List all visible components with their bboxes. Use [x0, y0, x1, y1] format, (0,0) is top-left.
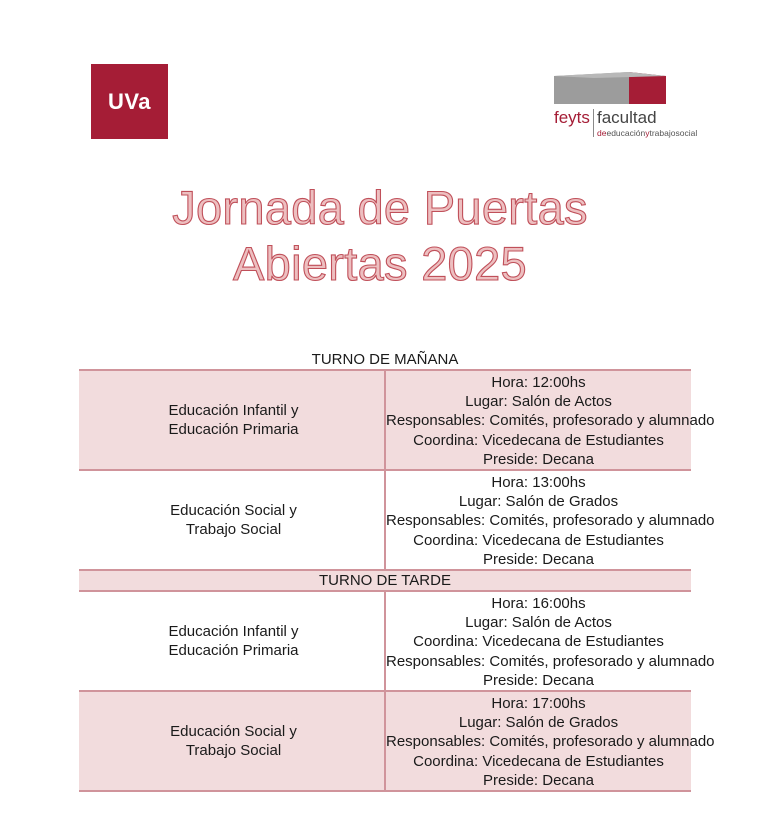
- session-time: Hora: 12:00hs: [491, 374, 586, 391]
- session-details: [385, 591, 715, 691]
- program-line-1: Educación Infantil y: [168, 402, 299, 419]
- session-place: Lugar: Salón de Actos: [465, 393, 612, 411]
- faculty-building-icon: [554, 72, 666, 106]
- session-place: Lugar: Salón de Actos: [465, 614, 612, 632]
- program-line-1: Educación Infantil y: [168, 623, 299, 641]
- faculty-logo-divider: [593, 109, 594, 137]
- program-line-2: Educación Primaria: [168, 421, 299, 438]
- session-details: [385, 370, 715, 470]
- program-line-2: Educación Primaria: [168, 642, 299, 660]
- session-detail: Coordina: Vicedecana de Estudiantes: [413, 633, 664, 651]
- session-detail: Responsables: Comités, profesorado y alumnado: [386, 412, 715, 430]
- session-time: Hora: 16:00hs: [491, 595, 586, 613]
- morning-turn-heading: TURNO DE MAÑANA: [79, 350, 691, 370]
- session-detail: Preside: Decana: [483, 450, 594, 468]
- session-detail: Preside: Decana: [483, 671, 594, 689]
- session-program: [79, 470, 385, 570]
- session-detail: Coordina: Vicedecana de Estudiantes: [413, 752, 664, 770]
- faculty-subtitle-end: trabajosocial: [649, 128, 698, 138]
- program-line-1: Educación Social y: [170, 723, 297, 741]
- session-detail: Preside: Decana: [483, 771, 594, 789]
- session-details: [385, 691, 715, 791]
- faculty-logo-short: feyts: [554, 108, 590, 127]
- title-line-1: Jornada de Puertas: [172, 181, 588, 234]
- faculty-logo-subtitle: [597, 128, 697, 138]
- session-time: Hora: 17:00hs: [491, 695, 586, 713]
- session-row: [79, 470, 691, 570]
- afternoon-turn-header-row: [79, 570, 691, 591]
- session-row: [79, 591, 691, 691]
- session-program: [79, 691, 385, 791]
- session-program: [79, 591, 385, 691]
- morning-turn-header-row: [79, 350, 691, 370]
- program-line-1: Educación Social y: [170, 502, 297, 520]
- faculty-subtitle-mid: y: [645, 128, 650, 138]
- session-row: [79, 691, 691, 791]
- session-detail: Coordina: Vicedecana de Estudiantes: [413, 531, 664, 549]
- session-place: Lugar: Salón de Grados: [458, 493, 619, 511]
- uva-logo: [91, 64, 168, 139]
- faculty-subtitle-main: educación: [606, 128, 646, 138]
- session-details: [385, 470, 715, 570]
- faculty-subtitle-prefix: de: [597, 128, 607, 138]
- faculty-logo: [552, 72, 722, 142]
- session-place: Lugar: Salón de Grados: [458, 714, 619, 732]
- program-line-2: Trabajo Social: [185, 742, 282, 760]
- faculty-logo-name: facultad: [597, 108, 657, 127]
- program-line-2: Trabajo Social: [185, 521, 282, 539]
- afternoon-turn-heading: TURNO DE TARDE: [79, 570, 691, 591]
- schedule-table: [79, 350, 715, 792]
- session-detail: Responsables: Comités, profesorado y alumnado: [386, 733, 715, 751]
- session-detail: Responsables: Comités, profesorado y alumnado: [386, 652, 715, 670]
- session-program: [79, 370, 385, 470]
- session-time: Hora: 13:00hs: [491, 474, 586, 492]
- session-detail: Responsables: Comités, profesorado y alumnado: [386, 512, 715, 530]
- session-detail: Coordina: Vicedecana de Estudiantes: [413, 431, 664, 449]
- title-line-2: Abiertas 2025: [233, 237, 527, 290]
- session-detail: Preside: Decana: [483, 550, 594, 568]
- uva-logo-text: UVa: [107, 88, 152, 114]
- session-row: [79, 370, 691, 470]
- page-title: [0, 180, 760, 292]
